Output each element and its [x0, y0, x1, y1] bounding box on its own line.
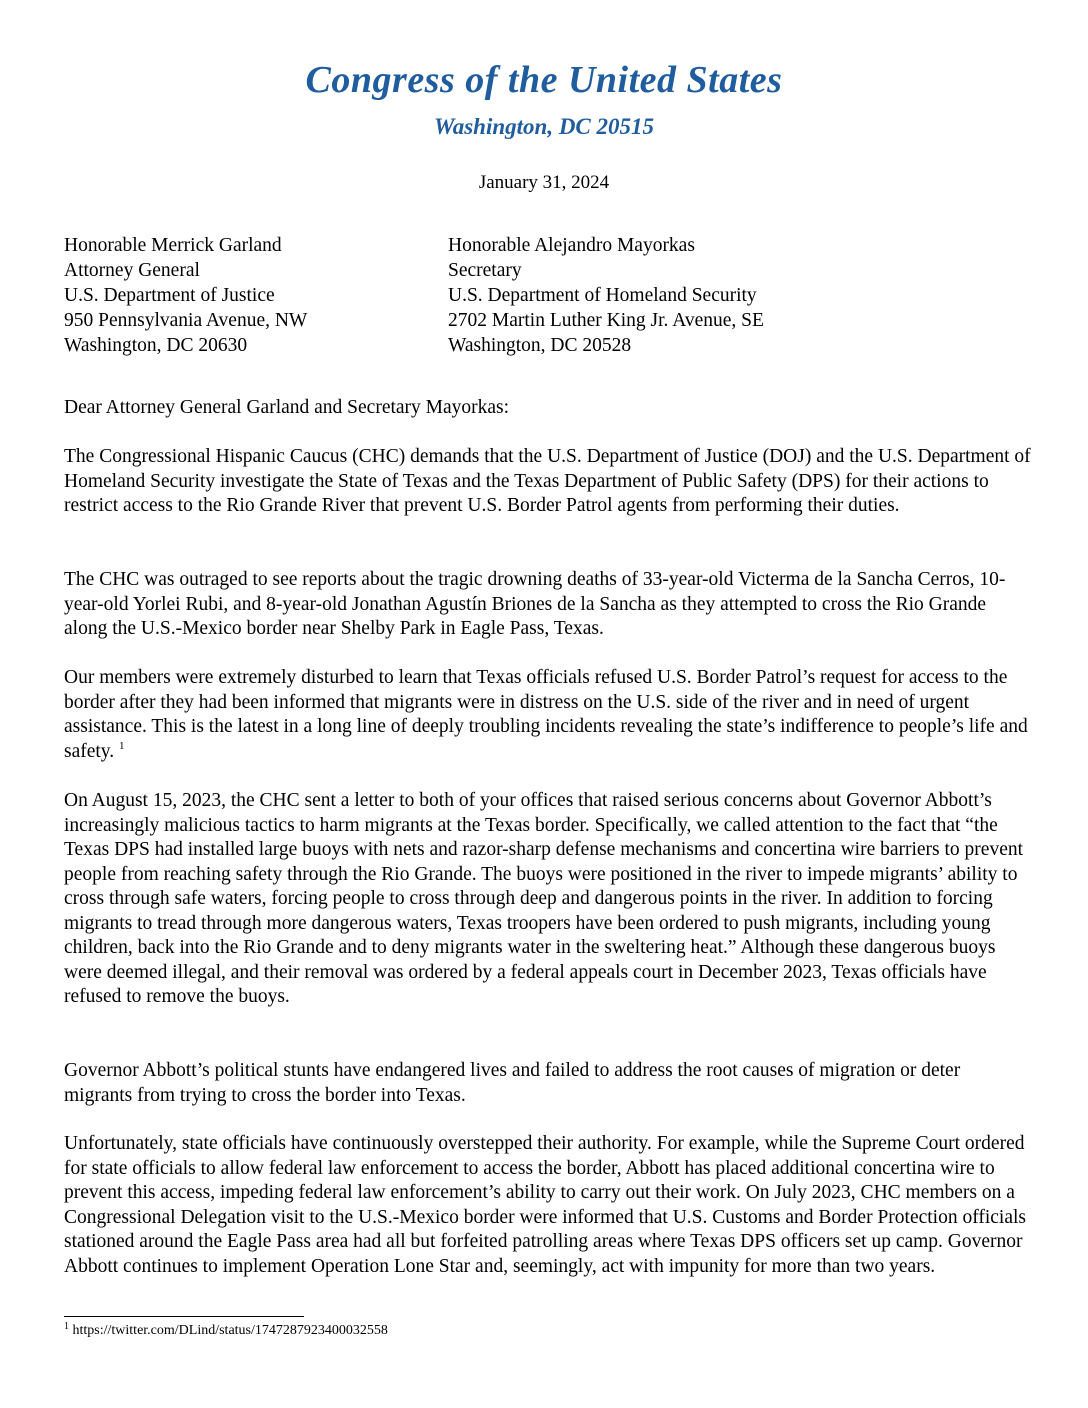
- recipient-city: Washington, DC 20528: [448, 335, 632, 356]
- footnote-divider: [64, 1316, 304, 1317]
- recipient-title: Secretary: [448, 260, 522, 281]
- body-paragraph-1: The Congressional Hispanic Caucus (CHC) demands that the U.S. Department of Justice (DOJ) and the U.S. Department of Homeland Security investigate the State of Texas and the Texas Department of Public Safety (DPS) for their actions to restrict access to the Rio Grande River that prevent U.S. Border Patrol agents from performing their duties.: [64, 446, 1031, 516]
- recipient-city: Washington, DC 20630: [64, 335, 248, 356]
- paragraph-text: Our members were extremely disturbed to learn that Texas officials refused U.S. Border Patrol’s request for access to the border after they had been informed that migrants were in distress on the U.S. side of the river and in need of urgent assistance. This is the latest in a long line of deeply troubling incidents revealing the state’s indifference to people’s life and safety.: [64, 667, 1028, 762]
- recipient-title: Attorney General: [64, 260, 200, 281]
- letterhead-subtitle: Washington, DC 20515: [433, 114, 655, 139]
- recipient-block-left: [64, 233, 307, 358]
- recipient-block-right: [448, 233, 764, 358]
- letter-date: January 31, 2024: [478, 172, 610, 193]
- body-paragraph-2: The CHC was outraged to see reports about the tragic drowning deaths of 33-year-old Victerma de la Sancha Cerros, 10-year-old Yorlei Rubi, and 8-year-old Jonathan Agustín Briones de la Sancha as they attempted to cross the Rio Grande along the U.S.-Mexico border near Shelby Park in Eagle Pass, Texas.: [64, 569, 1006, 639]
- body-paragraph-3: [64, 666, 1032, 764]
- body-paragraph-5: Governor Abbott’s political stunts have endangered lives and failed to address the root causes of migration or deter migrants from trying to cross the border into Texas.: [64, 1060, 961, 1106]
- recipient-name: Honorable Merrick Garland: [64, 235, 282, 256]
- recipient-department: U.S. Department of Homeland Security: [448, 285, 757, 306]
- footnote: [64, 1322, 388, 1340]
- footnote-number: 1: [64, 1321, 69, 1332]
- recipient-street: 2702 Martin Luther King Jr. Avenue, SE: [448, 310, 764, 331]
- recipient-name: Honorable Alejandro Mayorkas: [448, 235, 695, 256]
- recipient-street: 950 Pennsylvania Avenue, NW: [64, 310, 308, 331]
- footnote-marker: 1: [119, 739, 125, 752]
- body-paragraph-4: On August 15, 2023, the CHC sent a letter to both of your offices that raised serious concerns about Governor Abbott’s increasingly malicious tactics to harm migrants at the Texas border. Specifically, we called attention to the fact that “the Texas DPS had installed large buoys with nets and razor-sharp defense mechanisms and concertina wire barriers to prevent people from reaching safety through the Rio Grande. The buoys were positioned in the river to impede migrants’ ability to cross through safe waters, forcing people to cross through deep and dangerous points in the river. In addition to forcing migrants to tread through more dangerous waters, Texas troopers have been ordered to push migrants, including young children, back into the Rio Grande and to deny migrants water in the sweltering heat.” Although these dangerous buoys were deemed illegal, and their removal was ordered by a federal appeals court in December 2023, Texas officials have refused to remove the buoys.: [64, 790, 1024, 1007]
- body-paragraph-6: Unfortunately, state officials have continuously overstepped their authority. For example, while the Supreme Court ordered for state officials to allow federal law enforcement to access the border, Abbott has placed additional concertina wire to prevent this access, impeding federal law enforcement’s ability to carry out their work. On July 2023, CHC members on a Congressional Delegation visit to the U.S.-Mexico border were informed that U.S. Customs and Border Protection officials stationed around the Eagle Pass area had all but forfeited patrolling areas where Texas DPS officers set up camp. Governor Abbott continues to implement Operation Lone Star and, seemingly, act with impunity for more than two years.: [64, 1133, 1027, 1277]
- recipient-department: U.S. Department of Justice: [64, 285, 275, 306]
- letterhead-title: Congress of the United States: [305, 59, 783, 101]
- footnote-link[interactable]: https://twitter.com/DLind/status/1747287923400032558: [72, 1323, 388, 1338]
- salutation: Dear Attorney General Garland and Secretary Mayorkas:: [64, 397, 510, 418]
